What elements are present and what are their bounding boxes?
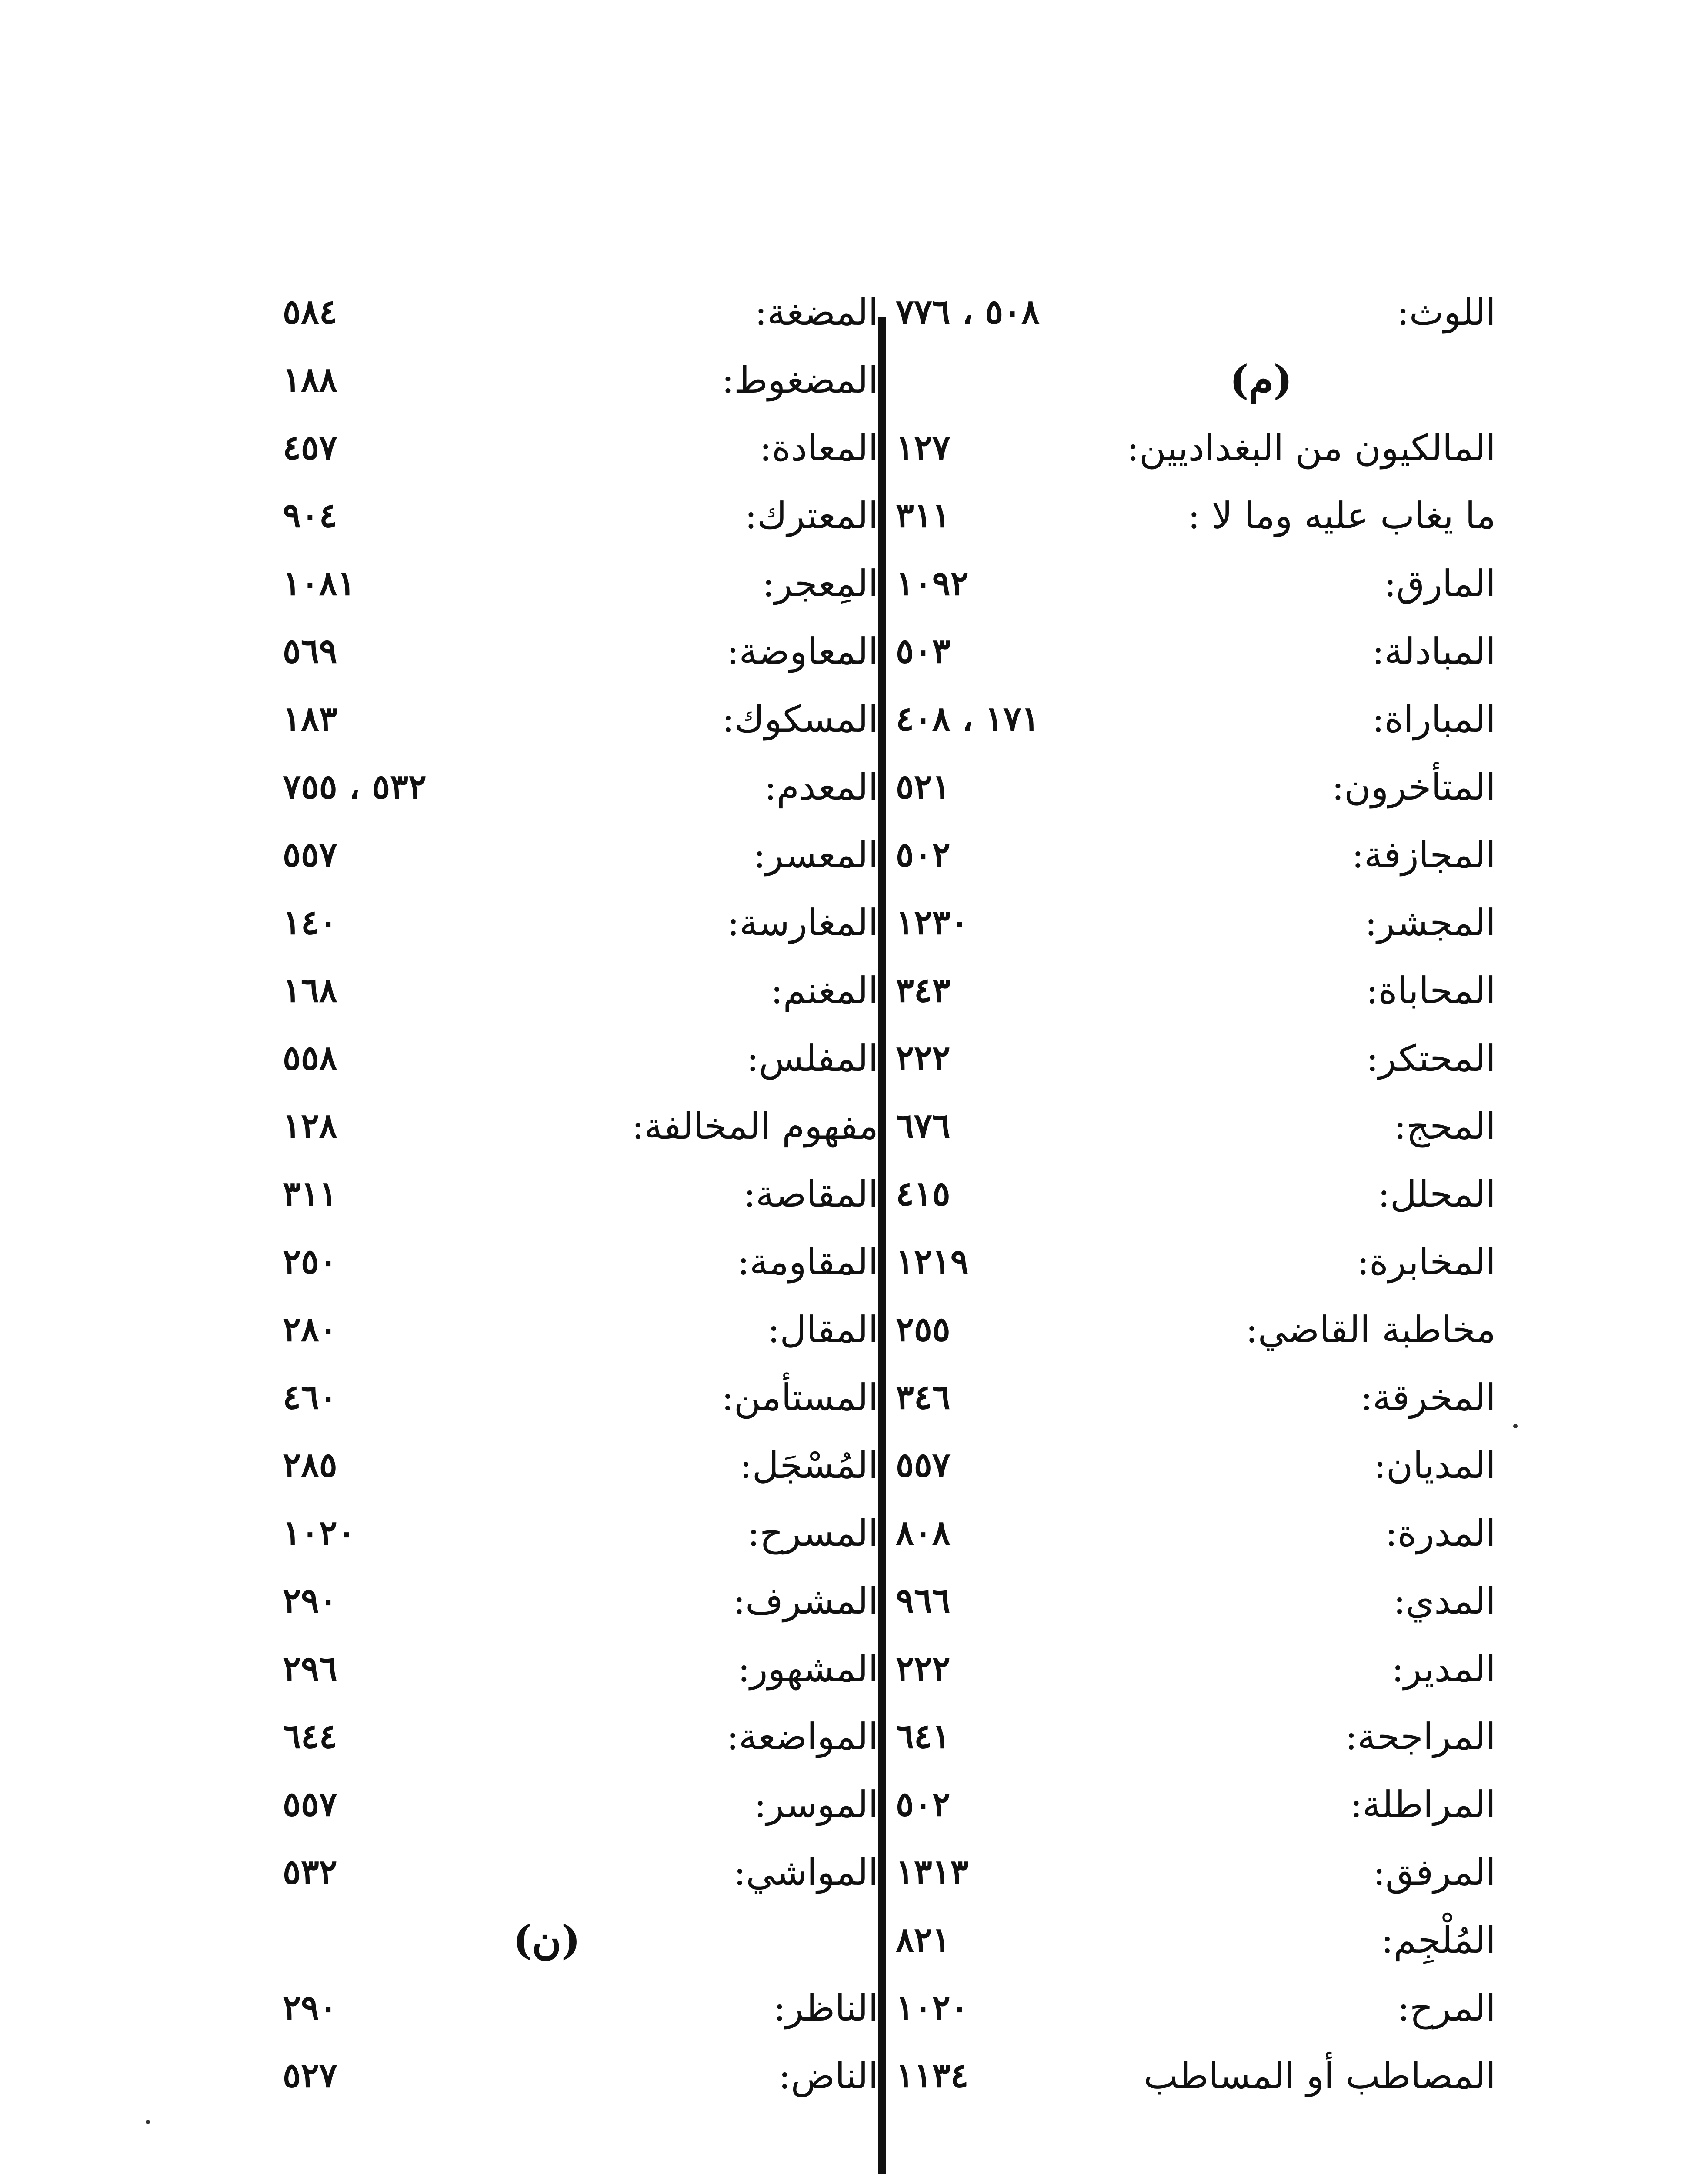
index-term: المبادلة: <box>1372 630 1496 673</box>
index-entry <box>896 617 1496 685</box>
index-term: المراطلة: <box>1350 1783 1496 1826</box>
left-column <box>244 278 878 2110</box>
index-page-refs: ١٠٩٢ <box>896 564 969 603</box>
index-page-refs: ٣١١ <box>896 496 951 535</box>
index-term: المقال: <box>767 1308 878 1351</box>
index-page-refs: ١٠٨١ <box>283 564 356 603</box>
index-page-refs: ٤٥٧ <box>283 428 337 467</box>
index-page-refs: ٥٦٩ <box>283 631 337 671</box>
index-page-refs: ٦٤٤ <box>283 1717 337 1756</box>
index-term: المعدم: <box>764 766 878 808</box>
index-entry <box>896 1228 1496 1296</box>
index-entry <box>244 685 878 753</box>
index-term: المخابرة: <box>1357 1240 1496 1283</box>
index-page-refs: ٣٤٣ <box>896 970 951 1010</box>
index-page-refs: ٤٦٠ <box>283 1377 337 1417</box>
index-page-refs: ١٢٧ <box>896 428 951 467</box>
index-entry <box>244 1974 878 2042</box>
index-term: المجازفة: <box>1351 834 1496 876</box>
index-entry <box>896 1703 1496 1771</box>
index-term: اللوث: <box>1397 291 1496 333</box>
index-term: المديان: <box>1374 1444 1496 1487</box>
index-page-refs: ٣١١ <box>283 1174 337 1214</box>
index-term: الموسر: <box>754 1783 878 1826</box>
index-term: المعترك: <box>744 494 878 537</box>
index-page-refs: ٦٤١ <box>896 1717 951 1756</box>
index-term: الناظر: <box>773 1987 878 2029</box>
index-entry <box>244 617 878 685</box>
index-entry <box>244 1703 878 1771</box>
index-page-refs: ٥٠٨ ، ٧٧٦ <box>896 292 1040 332</box>
index-page-refs: ١٢٨ <box>283 1106 337 1146</box>
index-term: المغنم: <box>771 969 878 1012</box>
index-term: المالكيون من البغداديين: <box>1127 427 1496 469</box>
index-entry <box>244 414 878 482</box>
index-page-refs: ٢٥٥ <box>896 1310 951 1349</box>
index-term: المدي: <box>1393 1580 1496 1622</box>
index-entry <box>896 1974 1496 2042</box>
index-entry <box>896 1160 1496 1228</box>
index-page-refs: ٥٥٨ <box>283 1038 337 1078</box>
index-term: المعاوضة: <box>727 630 878 673</box>
index-term: المارق: <box>1384 562 1496 605</box>
index-page-refs: ٦٧٦ <box>896 1106 951 1146</box>
index-term: المحج: <box>1394 1105 1496 1147</box>
index-page-refs: ١٧١ ، ٤٠٨ <box>896 699 1040 739</box>
index-entry <box>896 957 1496 1024</box>
index-entry <box>896 685 1496 753</box>
index-page-refs: ١٢٣٠ <box>896 903 969 942</box>
index-term: المُسْجَل: <box>740 1444 878 1487</box>
index-term: الناض: <box>778 2054 878 2097</box>
index-term: المشرف: <box>733 1580 878 1622</box>
column-divider <box>878 317 886 2174</box>
index-term: المِعجر: <box>762 562 878 605</box>
index-entry <box>244 1228 878 1296</box>
index-page-refs: ٥٠٢ <box>896 1784 951 1824</box>
index-term: المواشي: <box>734 1851 878 1894</box>
section-letter: (م) <box>1229 357 1293 403</box>
index-entry <box>244 821 878 889</box>
index-entry <box>896 1635 1496 1703</box>
index-entry <box>896 278 1496 346</box>
index-term: المقاومة: <box>737 1240 878 1283</box>
index-entry <box>244 1431 878 1499</box>
index-term: المرح: <box>1397 1987 1496 2029</box>
index-page-refs: ٥٠٣ <box>896 631 951 671</box>
index-term: المرفق: <box>1373 1851 1496 1894</box>
index-term: المصاطب أو المساطب <box>1144 2054 1496 2097</box>
index-page-refs: ٢٩٠ <box>283 1988 337 2027</box>
index-entry <box>244 1092 878 1160</box>
index-term: المحلل: <box>1378 1173 1496 1215</box>
index-term: ما يغاب عليه وما لا : <box>1188 494 1496 537</box>
index-term: المُلْجِم: <box>1381 1919 1496 1961</box>
index-page-refs: ٢٩٦ <box>283 1649 337 1688</box>
index-page-refs: ٢٥٠ <box>283 1242 337 1281</box>
index-entry <box>896 1092 1496 1160</box>
index-page-refs: ٥٥٧ <box>896 1445 951 1485</box>
index-term: المقاصة: <box>743 1173 878 1215</box>
index-entry <box>244 550 878 617</box>
index-page-refs: ٥٥٧ <box>283 1784 337 1824</box>
index-page-refs: ١٣١٣ <box>896 1852 969 1892</box>
index-term: المعسر: <box>753 834 878 876</box>
index-page-refs: ٨٠٨ <box>896 1513 951 1553</box>
index-term: المعادة: <box>759 427 878 469</box>
index-entry <box>896 1906 1496 1974</box>
index-term: المفلس: <box>746 1037 878 1080</box>
index-page-refs: ٥٠٢ <box>896 835 951 874</box>
index-term: المواضعة: <box>726 1715 878 1758</box>
index-page-refs: ١٢١٩ <box>896 1242 969 1281</box>
index-page-refs: ١١٣٤ <box>896 2056 969 2095</box>
index-term: المجشر: <box>1364 901 1496 944</box>
index-entry <box>244 278 878 346</box>
index-page-refs: ٥٥٧ <box>283 835 337 874</box>
right-column <box>896 278 1496 2110</box>
index-term: المشهور: <box>737 1647 878 1690</box>
index-entry <box>244 1499 878 1567</box>
index-term: المدرة: <box>1385 1512 1496 1554</box>
index-term: المباراة: <box>1372 698 1496 740</box>
index-term: المحاباة: <box>1366 969 1496 1012</box>
index-entry <box>244 1838 878 1906</box>
index-page-refs: ١٦٨ <box>283 970 337 1010</box>
index-entry <box>896 414 1496 482</box>
index-page-refs: ٢٢٢ <box>896 1649 951 1688</box>
index-term: المحتكر: <box>1366 1037 1496 1080</box>
index-page-refs: ٢٨٥ <box>283 1445 337 1485</box>
index-page-refs: ١٨٣ <box>283 699 337 739</box>
index-term: المسرح: <box>747 1512 878 1554</box>
index-term: المتأخرون: <box>1331 766 1496 808</box>
index-entry <box>244 957 878 1024</box>
index-page-refs: ٢٨٠ <box>283 1310 337 1349</box>
index-page-refs: ٩٠٤ <box>283 496 337 535</box>
index-entry <box>244 1024 878 1092</box>
index-entry <box>896 821 1496 889</box>
index-term: المضغة: <box>754 291 878 333</box>
index-page-refs: ٥٣٢ ، ٧٥٥ <box>283 767 427 807</box>
index-term: المسكوك: <box>722 698 878 740</box>
index-entry <box>896 1024 1496 1092</box>
index-term: مخاطبة القاضي: <box>1245 1308 1496 1351</box>
index-entry <box>896 550 1496 617</box>
index-page-refs: ٢٢٢ <box>896 1038 951 1078</box>
stray-mark <box>1513 1424 1518 1428</box>
index-entry <box>896 2042 1496 2110</box>
index-entry <box>244 346 878 414</box>
index-entry <box>896 1838 1496 1906</box>
index-page-refs: ٩٦٦ <box>896 1581 951 1620</box>
index-entry <box>896 1296 1496 1364</box>
index-page-refs: ٨٢١ <box>896 1920 951 1960</box>
index-entry <box>244 1296 878 1364</box>
stray-mark <box>146 2120 150 2124</box>
index-page-refs: ٥٢١ <box>896 767 951 807</box>
index-page-refs: ١٤٠ <box>283 903 337 942</box>
index-page-refs: ٥٢٧ <box>283 2056 337 2095</box>
index-page-refs: ٤١٥ <box>896 1174 951 1214</box>
index-entry <box>244 1364 878 1431</box>
index-entry <box>244 1160 878 1228</box>
index-term: المدير: <box>1391 1647 1496 1690</box>
index-entry <box>896 889 1496 957</box>
index-page-refs: ٥٣٢ <box>283 1852 337 1892</box>
section-letter: (ن) <box>513 1917 580 1964</box>
index-entry <box>896 482 1496 550</box>
index-page-refs: ١٠٢٠ <box>283 1513 356 1553</box>
index-page-refs: ١٠٢٠ <box>896 1988 969 2027</box>
index-entry <box>244 2042 878 2110</box>
index-term: المضغوط: <box>721 359 878 401</box>
index-term: المستأمن: <box>721 1376 878 1419</box>
index-entry <box>896 1771 1496 1838</box>
index-entry <box>896 1431 1496 1499</box>
index-term: المغارسة: <box>727 901 878 944</box>
index-entry <box>244 482 878 550</box>
index-entry <box>896 1567 1496 1635</box>
index-page-refs: ٢٩٠ <box>283 1581 337 1620</box>
index-page-refs: ١٨٨ <box>283 360 337 400</box>
index-entry <box>244 753 878 821</box>
index-entry <box>244 1771 878 1838</box>
index-page-refs: ٥٨٤ <box>283 292 337 332</box>
index-entry <box>244 889 878 957</box>
index-entry <box>896 1364 1496 1431</box>
index-entry <box>896 753 1496 821</box>
index-entry <box>896 1499 1496 1567</box>
index-term: مفهوم المخالفة: <box>631 1105 878 1147</box>
index-page-refs: ٣٤٦ <box>896 1377 951 1417</box>
index-entry <box>244 1567 878 1635</box>
index-term: المخرقة: <box>1360 1376 1496 1419</box>
index-term: المراجحة: <box>1345 1715 1496 1758</box>
index-entry <box>244 1635 878 1703</box>
